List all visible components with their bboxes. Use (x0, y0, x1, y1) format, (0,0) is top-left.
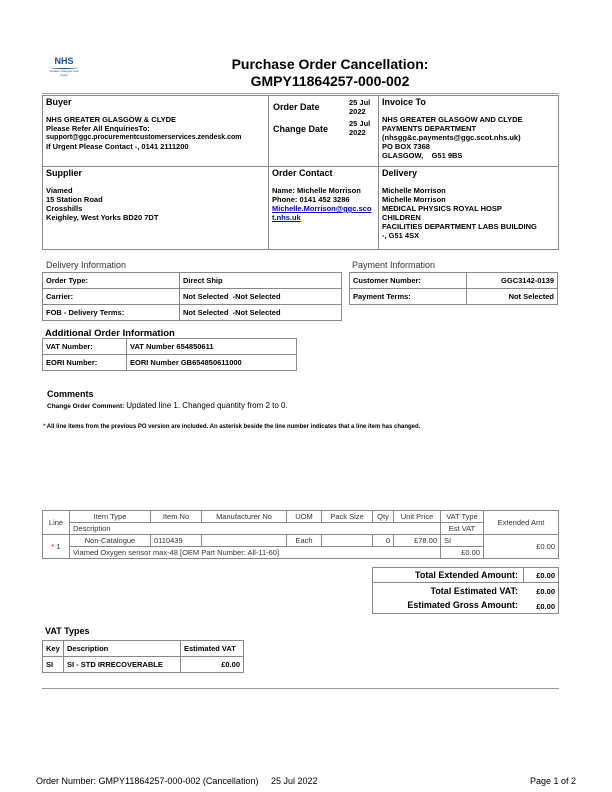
invoice-line: NHS GREATER GLASGOW AND CLYDE (382, 115, 523, 124)
label-cell: Order Type: (43, 273, 180, 289)
unit-price: £78.00 (394, 535, 441, 547)
col-uom: UOM (287, 511, 322, 523)
order-date-label: Order Date (273, 102, 320, 112)
header-row (43, 641, 244, 657)
comment-label: Change Order Comment: (47, 403, 125, 410)
delivery-line: CHILDREN (382, 213, 421, 222)
value-cell: GGC3142-0139 (467, 273, 558, 289)
col-extended-amt: Extended Amt (484, 511, 559, 535)
dates-block (268, 95, 379, 167)
comments-heading: Comments (47, 389, 94, 399)
invoice-line: (nhsgg&c.payments@ggc.scot.nhs.uk) (382, 133, 521, 142)
contact-phone: Phone: 0141 452 3286 (272, 195, 350, 204)
table-row (43, 339, 297, 355)
table-row (43, 305, 342, 321)
line-items-table (42, 510, 559, 559)
changed-marker: * (51, 542, 55, 551)
table-row (43, 547, 559, 559)
manufacturer-no (202, 535, 287, 547)
table-row (43, 535, 559, 547)
buyer-line: support@ggc.procurementcustomerservices.zendesk.com (46, 134, 242, 141)
line-number-cell (43, 535, 70, 559)
change-date-value: 25 Jul 2022 (349, 119, 371, 137)
supplier-line: Keighley, West Yorks BD20 7DT (46, 213, 159, 222)
invoice-line: PO BOX 7368 (382, 142, 430, 151)
col-description: Description (70, 523, 441, 535)
item-type: Non-Catalogue (70, 535, 151, 547)
buyer-block (42, 95, 269, 167)
delivery-line: MEDICAL PHYSICS ROYAL HOSP (382, 204, 502, 213)
delivery-block (378, 166, 559, 250)
col-item-type: Item Type (70, 511, 151, 523)
invoice-line: PAYMENTS DEPARTMENT (382, 124, 477, 133)
col-pack-size: Pack Size (322, 511, 373, 523)
label-cell: FOB - Delivery Terms: (43, 305, 180, 321)
change-note (43, 424, 420, 430)
additional-info-table (42, 338, 297, 371)
comment-value: Updated line 1. Changed quantity from 2 to 0. (126, 401, 288, 410)
comments-text (47, 401, 288, 410)
col-vat-type: VAT Type (441, 511, 484, 523)
value-cell: VAT Number 654850611 (127, 339, 297, 355)
table-row (350, 273, 558, 289)
table-row (43, 273, 342, 289)
logo-subtext: Greater Glasgow and Clyde (49, 69, 79, 77)
col-estimated-vat: Estimated VAT (181, 641, 244, 657)
col-item-no: Item No (151, 511, 202, 523)
table-row (43, 355, 297, 371)
invoice-block (378, 95, 559, 167)
delivery-info-heading: Delivery Information (46, 260, 127, 270)
qty: 0 (373, 535, 394, 547)
logo-text: NHS (54, 56, 74, 66)
title-po-number: GMPY11864257-000-002 (250, 73, 410, 89)
note-text: All line items from the previous PO version are included. An asterisk beside the line number indicates that a line item has changed. (46, 424, 421, 430)
contact-heading: Order Contact (272, 168, 333, 178)
buyer-heading: Buyer (46, 97, 72, 107)
delivery-heading: Delivery (382, 168, 418, 178)
est-vat: £0.00 (441, 547, 484, 559)
footer-divider (42, 688, 559, 689)
delivery-line: -, G51 4SX (382, 231, 420, 240)
supplier-heading: Supplier (46, 168, 83, 178)
delivery-info-table (42, 272, 342, 321)
value-cell: Not Selected -Not Selected (180, 289, 342, 305)
col-unit-price: Unit Price (394, 511, 441, 523)
gross-amount-label: Estimated Gross Amount: (407, 600, 518, 610)
buyer-line: NHS GREATER GLASGOW & CLYDE (46, 115, 177, 124)
invoice-heading: Invoice To (382, 97, 426, 107)
contact-email-link[interactable]: Michelle.Morrison@ggc.scot.nhs.uk (272, 204, 372, 222)
gross-amount-value: £0.00 (536, 602, 555, 611)
totals-box (372, 567, 559, 614)
uom: Each (287, 535, 322, 547)
page-title (200, 56, 460, 90)
delivery-line: Michelle Morrison (382, 186, 446, 195)
header-row (43, 523, 559, 535)
extended-amt: £0.00 (484, 535, 559, 559)
delivery-line: Michelle Morrison (382, 195, 446, 204)
title-line1: Purchase Order Cancellation: (231, 56, 429, 72)
value-cell: Not Selected (467, 289, 558, 305)
change-date-label: Change Date (273, 124, 329, 134)
asterisk-marker: * (43, 424, 46, 430)
table-row (350, 289, 558, 305)
divider (42, 93, 559, 94)
label-cell: Payment Terms: (350, 289, 467, 305)
table-row (43, 289, 342, 305)
payment-info-heading: Payment Information (352, 260, 436, 270)
invoice-line: GLASGOW, G51 9BS (382, 151, 463, 160)
col-key: Key (43, 641, 64, 657)
contact-name: Name: Michelle Morrison (272, 186, 361, 195)
additional-info-heading: Additional Order Information (45, 328, 175, 339)
delivery-line: FACILITIES DEPARTMENT LABS BUILDING (382, 222, 537, 231)
vat-key: SI (43, 657, 64, 673)
buyer-line: Please Refer All EnquiriesTo: (46, 124, 150, 133)
line-number: 1 (56, 542, 61, 551)
description: Viamed Oxygen sensor max-48 [OEM Part Number: All-11-60] (70, 547, 441, 559)
label-cell: Customer Number: (350, 273, 467, 289)
total-vat-label: Total Estimated VAT: (430, 586, 518, 596)
buyer-line: If Urgent Please Contact -, 0141 2111200 (46, 142, 189, 151)
vat-type: SI (441, 535, 484, 547)
label-cell: Carrier: (43, 289, 180, 305)
col-line: Line (43, 511, 70, 535)
col-est-vat: Est VAT (441, 523, 484, 535)
supplier-line: Viamed (46, 186, 73, 195)
value-cell: Direct Ship (180, 273, 342, 289)
supplier-line: Crosshills (46, 204, 83, 213)
label-cell: EORI Number: (43, 355, 127, 371)
pack-size (322, 535, 373, 547)
footer-page-number: Page 1 of 2 (529, 776, 576, 786)
header-row (43, 511, 559, 523)
label-cell: VAT Number: (43, 339, 127, 355)
supplier-block (42, 166, 269, 250)
col-description: Description (64, 641, 181, 657)
total-extended-label: Total Extended Amount: (415, 570, 518, 580)
value-cell: EORI Number GB654850611000 (127, 355, 297, 371)
value-cell: Not Selected -Not Selected (180, 305, 342, 321)
vat-description: SI - STD IRRECOVERABLE (64, 657, 181, 673)
col-qty: Qty (373, 511, 394, 523)
table-row (43, 657, 244, 673)
payment-info-table (349, 272, 558, 305)
col-manufacturer-no: Manufacturer No (202, 511, 287, 523)
total-extended-value: £0.00 (536, 571, 555, 580)
total-vat-value: £0.00 (536, 587, 555, 596)
nhs-logo (46, 56, 82, 77)
vat-types-heading: VAT Types (45, 626, 90, 636)
footer-order-number: Order Number: GMPY11864257-000-002 (Cancellation) 25 Jul 2022 (36, 776, 318, 786)
supplier-line: 15 Station Road (46, 195, 103, 204)
order-contact-block (268, 166, 379, 250)
order-date-value: 25 Jul 2022 (349, 98, 371, 116)
vat-amount: £0.00 (181, 657, 244, 673)
item-no: 0110439 (151, 535, 202, 547)
vat-types-table (42, 640, 244, 673)
